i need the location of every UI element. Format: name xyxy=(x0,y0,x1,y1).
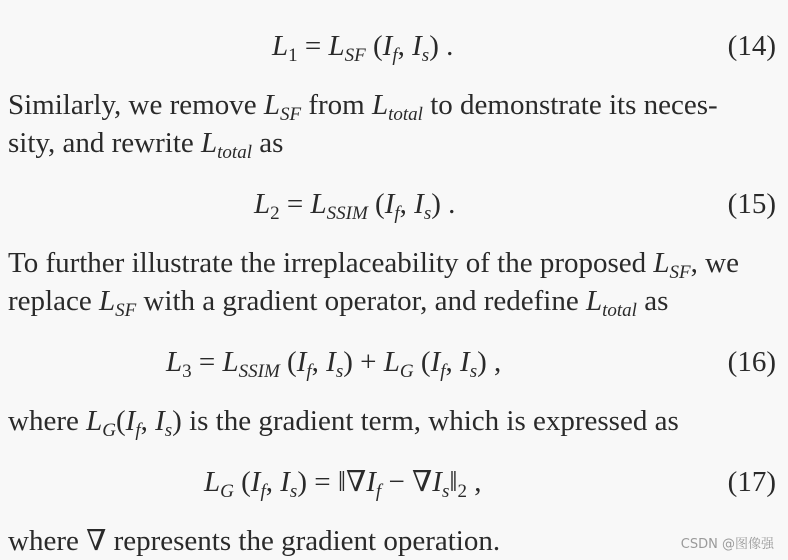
text-span: replace xyxy=(8,285,99,317)
equation-16 xyxy=(0,342,788,382)
paragraph-gradient-operator-line2: replace $L_{SF}$ with a gradient operator, and redefine $L_{total}$ as xyxy=(8,285,669,321)
text-span: where xyxy=(8,405,87,437)
text-span: as xyxy=(636,285,669,317)
text-span: is the gradient term, which is expressed as xyxy=(181,405,679,437)
paragraph-gradient-term: where $L_G(I_f$, $I_s$) is the gradient term, which is expressed as xyxy=(8,405,679,441)
equation-number: (17) xyxy=(727,466,776,498)
paragraph-remove-lsf: Similarly, we remove $L_{SF}$ from $L_{total}$ to demonstrate its neces- xyxy=(8,89,718,125)
equation-14 xyxy=(0,26,788,66)
equation-number: (14) xyxy=(727,30,776,62)
text-span: , we xyxy=(690,247,739,279)
equation-number: (16) xyxy=(727,346,776,378)
text-span: to demonstrate its neces- xyxy=(422,89,718,121)
equation-15 xyxy=(0,184,788,224)
text-span: To further illustrate the irreplaceability of the proposed xyxy=(8,247,654,279)
equation-16-body: $L_3 = L_{SSIM}$ ($I_f$, $I_s) + L_G$ ($I_f$, $I_s$) , xyxy=(166,346,502,382)
text-span: as xyxy=(252,127,284,159)
equation-14-body: $L_1 = L_{SF}$ ($I_f$, $I_s$) . xyxy=(272,30,454,66)
equation-number: (15) xyxy=(727,188,776,220)
paragraph-nabla-definition xyxy=(8,522,500,560)
text-span: sity, and rewrite xyxy=(8,127,202,159)
text-span: Similarly, we remove xyxy=(8,89,264,121)
equation-17 xyxy=(0,462,788,502)
equation-17-body: $L_G$ ($I_f$, $I_s$) = $‖\nabla I_f$ − $\nabla I_s‖_2$ , xyxy=(204,466,482,502)
paragraph-gradient-operator: To further illustrate the irreplaceability of the proposed $L_{SF}$, we xyxy=(8,247,739,283)
text-span: where ∇ represents the gradient operation. xyxy=(8,525,501,557)
text-span: with a gradient operator, and redefine xyxy=(136,285,586,317)
text-span: from xyxy=(301,89,372,121)
watermark: CSDN @图像强 xyxy=(680,537,774,552)
equation-15-body: $L_2 = L_{SSIM}$ ($I_f$, $I_s$) . xyxy=(254,188,456,224)
paragraph-remove-lsf-line2: sity, and rewrite $L_{total}$ as xyxy=(8,127,284,163)
